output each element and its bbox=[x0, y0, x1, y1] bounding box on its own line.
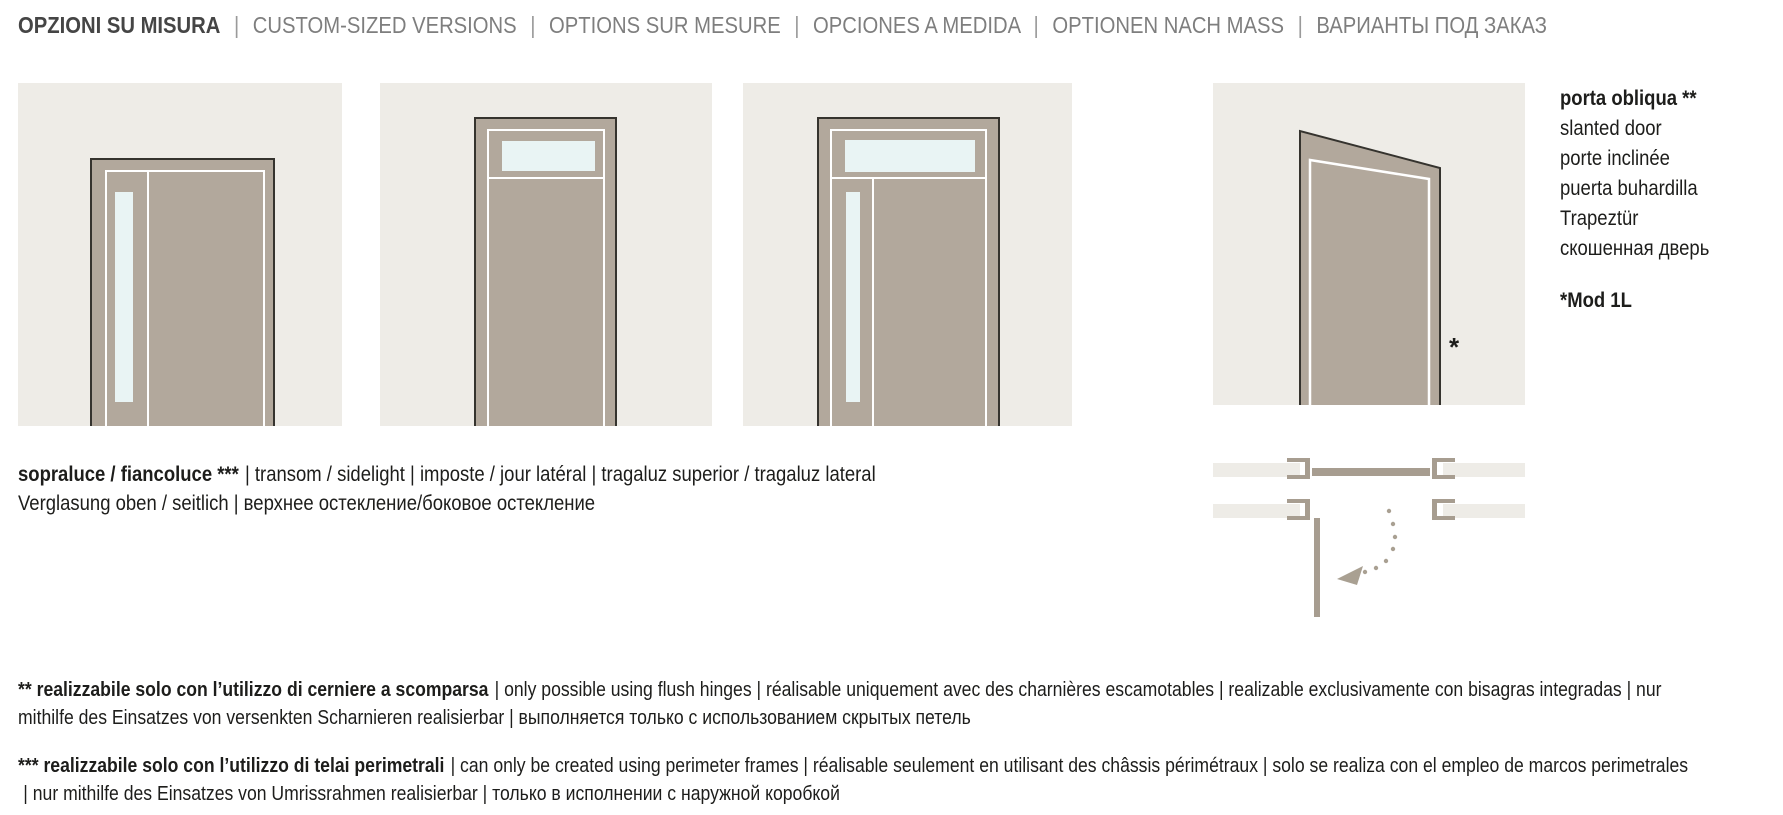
footnote-bold: *** realizzabile solo con l’utilizzo di telai perimetrali bbox=[18, 755, 445, 777]
arrowhead-icon bbox=[1337, 566, 1363, 585]
panel-door-transom-sidelight bbox=[743, 83, 1072, 426]
door-swing-arc bbox=[1337, 509, 1397, 585]
caption-line-2: Verglasung oben / seitlich | верхнее остекление/боковое остекление bbox=[18, 492, 596, 515]
footnote-flush-hinges bbox=[18, 676, 1783, 732]
sopraluce-caption bbox=[18, 460, 1690, 518]
legend-line-russian: скошенная дверь bbox=[1560, 237, 1710, 260]
model-note: *Mod 1L bbox=[1560, 289, 1632, 312]
panel-door-slanted bbox=[1213, 83, 1525, 405]
transom-glass bbox=[502, 141, 595, 171]
door-slanted-illustration bbox=[1213, 83, 1525, 405]
door-inner-frame bbox=[487, 129, 605, 426]
door-stile-divider bbox=[147, 172, 149, 426]
header-separator: | bbox=[530, 12, 536, 38]
caption-bold: sopraluce / fiancoluce *** bbox=[18, 463, 239, 486]
legend-line-german: Trapeztür bbox=[1560, 207, 1639, 230]
door-inner-frame bbox=[105, 170, 265, 426]
sidelight-glass bbox=[846, 192, 860, 402]
header-separator: | bbox=[794, 12, 800, 38]
header-title-spanish: OPCIONES A MEDIDA bbox=[813, 12, 1021, 38]
door-inner-frame bbox=[830, 129, 987, 426]
caption-translations: | transom / sidelight | imposte / jour latéral | tragaluz superior / tragaluz lateral bbox=[244, 463, 876, 486]
header-title-russian: ВАРИАНТЫ ПОД ЗАКАЗ bbox=[1316, 12, 1547, 38]
header-separator: | bbox=[233, 12, 240, 38]
header-title-italian: OPZIONI SU MISURA bbox=[18, 12, 221, 38]
footnote-line-1 bbox=[18, 676, 1783, 704]
header-title-french: OPTIONS SUR MESURE bbox=[549, 12, 781, 38]
door-sidelight-illustration bbox=[90, 158, 275, 426]
footnote-line-1 bbox=[18, 752, 1783, 780]
transom-glass bbox=[845, 140, 975, 172]
page-title bbox=[18, 10, 1547, 40]
door-stile-divider bbox=[872, 179, 874, 426]
slanted-door-asterisk: * bbox=[1449, 332, 1460, 362]
footnote-line-2: | nur mithilfe des Einsatzes von Umrissrahmen realisierbar | только в исполнении с наружной коробкой bbox=[23, 783, 840, 805]
footnote-line-2: mithilfe des Einsatzes von versenkten Scharnieren realisierbar | выполняется только с использованием скрытых петель bbox=[18, 707, 971, 729]
legend-line-english: slanted door bbox=[1560, 117, 1662, 140]
sidelight-glass bbox=[115, 192, 133, 402]
caption-line-1 bbox=[18, 460, 1690, 489]
legend-line-spanish: puerta buhardilla bbox=[1560, 177, 1698, 200]
header-title-english: CUSTOM-SIZED VERSIONS bbox=[252, 12, 517, 38]
transom-divider bbox=[832, 177, 985, 179]
panel-door-transom bbox=[380, 83, 712, 426]
legend-line-french: porte inclinée bbox=[1560, 147, 1670, 170]
footnote-translations: | can only be created using perimeter frames | réalisable seulement en utilisant des châssis périmétraux | solo se realiza con el empleo de marcos perimetrales bbox=[450, 755, 1689, 777]
header-separator: | bbox=[1033, 12, 1039, 38]
footnote-perimeter-frames bbox=[18, 752, 1783, 808]
slanted-door-legend bbox=[1560, 84, 1783, 316]
legend-title: porta obliqua ** bbox=[1560, 87, 1697, 110]
door-transom-illustration bbox=[474, 117, 617, 426]
header-title-german: OPTIONEN NACH MASS bbox=[1052, 12, 1285, 38]
header-separator: | bbox=[1297, 12, 1303, 38]
door-transom-sidelight-illustration bbox=[817, 117, 1000, 426]
panel-door-sidelight bbox=[18, 83, 342, 426]
transom-divider bbox=[489, 177, 603, 179]
footnote-translations: | only possible using flush hinges | réalisable uniquement avec des charnières escamotables | realizable exclusivamente con bisagras integradas | nur bbox=[494, 679, 1662, 701]
footnote-bold: ** realizzabile solo con l’utilizzo di cerniere a scomparsa bbox=[18, 679, 489, 701]
